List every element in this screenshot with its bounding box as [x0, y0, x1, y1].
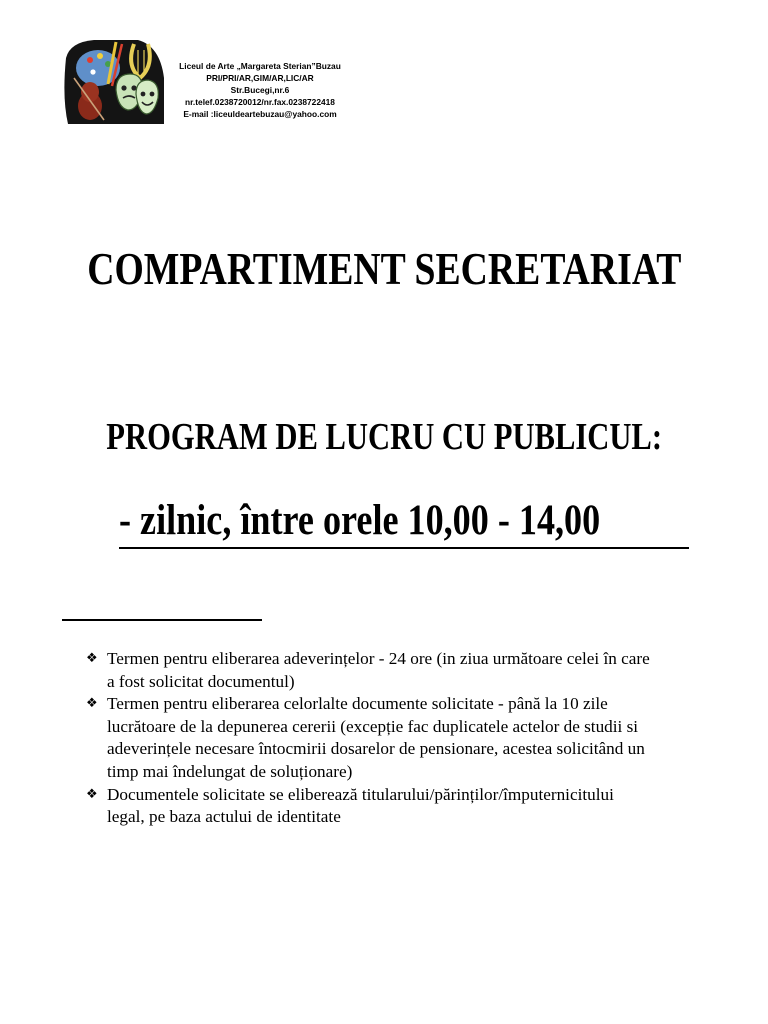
school-name: Liceul de Arte „Margareta Sterian”Buzau [179, 61, 341, 71]
rule-text-line: timp mai îndelungat de soluționare) [107, 761, 353, 781]
diamond-bullet-icon: ❖ [86, 651, 98, 666]
list-item [86, 648, 756, 693]
diamond-bullet-icon: ❖ [86, 786, 98, 802]
list-item [86, 693, 756, 783]
school-logo-icon [60, 38, 168, 126]
logo-graphic [60, 38, 168, 126]
schedule-text: - zilnic, între orele 10,00 - 14,00 [119, 497, 601, 544]
rule-text-line: Termen pentru eliberarea celorlalte documente solicitate - până la 10 zile [107, 694, 608, 714]
rule-text-line: lucrătoare de la depunerea cererii (excepție fac duplicatele actelor de studii si [107, 716, 639, 736]
rule-text-line: legal, pe baza actului de identitate [107, 807, 341, 827]
rule-text-line: Documentele solicitate se eliberează titularului/părinților/împuternicitului [107, 784, 614, 804]
list-item [86, 784, 756, 829]
rule-text-line: adeverințele necesare întocmirii dosarelor de pensionare, acestea solicitând un [107, 739, 645, 759]
school-header [170, 60, 350, 120]
school-levels: PRI/PRI/AR,GIM/AR,LIC/AR [206, 73, 314, 83]
rules-list [86, 648, 756, 829]
page-title: COMPARTIMENT SECRETARIAT [86, 243, 682, 294]
school-phone-fax: nr.telef.0238720012/nr.fax.0238722418 [185, 97, 335, 107]
rule-text-line: Termen pentru eliberarea adeverințelor - 24 ore (in ziua următoare celei în care [107, 649, 650, 668]
page-title-container [0, 242, 768, 302]
program-heading: PROGRAM DE LUCRU CU PUBLICUL: [106, 416, 662, 458]
rule-text-line: a fost solicitat documentul) [107, 671, 295, 691]
diamond-bullet-icon: ❖ [86, 696, 98, 712]
school-email: E-mail :liceuldeartebuzau@yahoo.com [183, 109, 337, 119]
program-heading-container [0, 415, 768, 465]
separator-line [62, 619, 262, 621]
school-address: Str.Bucegi,nr.6 [230, 85, 290, 95]
schedule-container [119, 497, 689, 549]
